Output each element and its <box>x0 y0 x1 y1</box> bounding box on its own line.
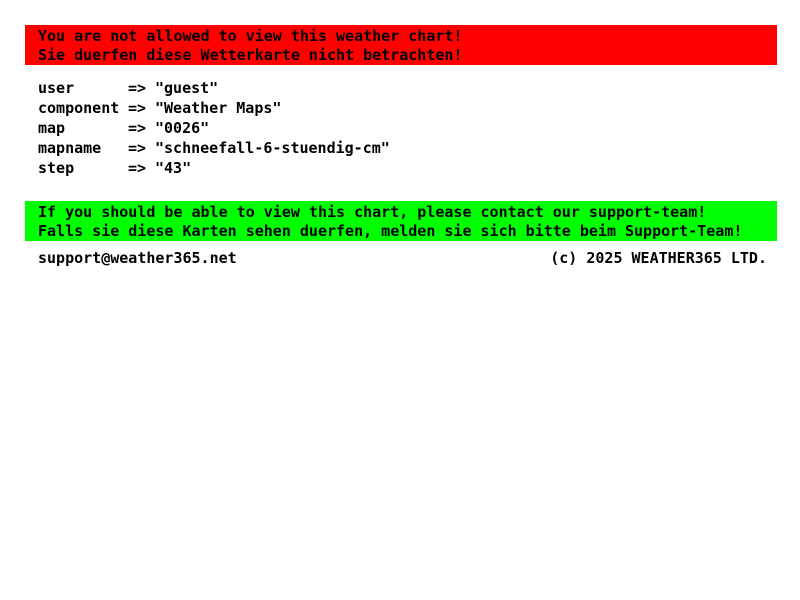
arrow-separator: => <box>128 119 147 137</box>
support-email: support@weather365.net <box>38 249 237 267</box>
support-line-de: Falls sie diese Karten sehen duerfen, melden sie sich bitte beim Support-Team! <box>38 222 743 240</box>
detail-key-map: map <box>38 119 66 137</box>
detail-row-user <box>38 78 390 98</box>
support-info-banner <box>25 201 777 241</box>
footer <box>38 248 767 268</box>
detail-key-user: user <box>38 79 75 97</box>
detail-row-map <box>38 118 390 138</box>
detail-value-user: "guest" <box>155 79 219 97</box>
request-details <box>38 78 390 178</box>
arrow-separator: => <box>128 99 147 117</box>
access-denied-line-de: Sie duerfen diese Wetterkarte nicht betrachten! <box>38 46 463 64</box>
detail-key-step: step <box>38 159 75 177</box>
access-denied-line-en: You are not allowed to view this weather chart! <box>38 27 463 45</box>
detail-key-component: component <box>38 99 120 117</box>
detail-key-mapname: mapname <box>38 139 102 157</box>
detail-row-component <box>38 98 390 118</box>
detail-value-step: "43" <box>155 159 192 177</box>
detail-row-step <box>38 158 390 178</box>
support-line-en: If you should be able to view this chart, please contact our support-team! <box>38 203 707 221</box>
access-denied-banner <box>25 25 777 65</box>
detail-row-mapname <box>38 138 390 158</box>
arrow-separator: => <box>128 139 147 157</box>
detail-value-mapname: "schneefall-6-stuendig-cm" <box>155 139 390 157</box>
arrow-separator: => <box>128 79 147 97</box>
arrow-separator: => <box>128 159 147 177</box>
detail-value-map: "0026" <box>155 119 210 137</box>
copyright-notice: (c) 2025 WEATHER365 LTD. <box>550 249 767 267</box>
detail-value-component: "Weather Maps" <box>155 99 282 117</box>
